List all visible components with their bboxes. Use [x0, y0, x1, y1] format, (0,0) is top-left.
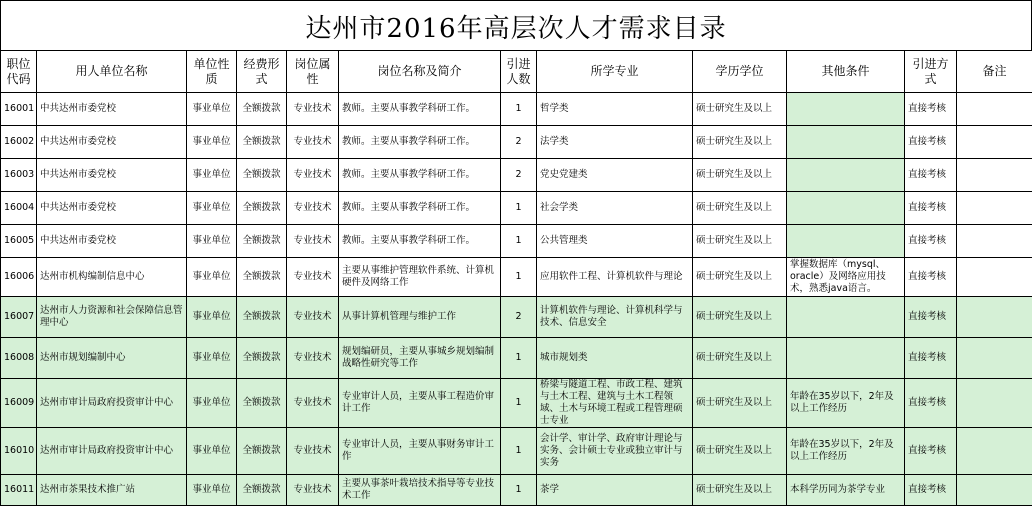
note-cell[interactable] [957, 258, 1032, 297]
degree-cell[interactable]: 硕士研究生及以上 [693, 338, 787, 379]
degree-cell[interactable]: 硕士研究生及以上 [693, 297, 787, 338]
other-cell[interactable]: 年龄在35岁以下，2年及以上工作经历 [787, 428, 905, 475]
method-cell[interactable]: 直接考核 [905, 379, 957, 428]
attr-cell[interactable]: 专业技术 [287, 428, 339, 475]
code-cell[interactable]: 16010 [1, 428, 37, 475]
table-row[interactable] [1, 379, 1032, 428]
funding-cell[interactable]: 全额拨款 [237, 93, 287, 126]
position-cell[interactable]: 从事计算机管理与维护工作 [339, 297, 501, 338]
degree-cell[interactable]: 硕士研究生及以上 [693, 258, 787, 297]
code-cell[interactable]: 16011 [1, 475, 37, 506]
attr-cell[interactable]: 专业技术 [287, 297, 339, 338]
code-cell[interactable]: 16005 [1, 225, 37, 258]
count-cell[interactable]: 2 [501, 159, 537, 192]
major-cell[interactable]: 社会学类 [537, 192, 693, 225]
talent-table [0, 50, 1032, 506]
method-cell[interactable]: 直接考核 [905, 93, 957, 126]
count-cell[interactable]: 1 [501, 475, 537, 506]
degree-cell[interactable]: 硕士研究生及以上 [693, 192, 787, 225]
table-row[interactable] [1, 428, 1032, 475]
header-cell: 用人单位名称 [37, 51, 187, 93]
position-cell[interactable]: 规划编研员，主要从事城乡规划编制战略性研究等工作 [339, 338, 501, 379]
code-cell[interactable]: 16009 [1, 379, 37, 428]
attr-cell[interactable]: 专业技术 [287, 379, 339, 428]
other-cell[interactable]: 掌握数据库（mysql、oracle）及网络应用技术，熟悉java语言。 [787, 258, 905, 297]
header-cell: 岗位名称及简介 [339, 51, 501, 93]
other-cell[interactable] [787, 126, 905, 159]
header-cell: 引进人数 [501, 51, 537, 93]
position-cell[interactable]: 教师。主要从事教学科研工作。 [339, 126, 501, 159]
count-cell[interactable]: 1 [501, 428, 537, 475]
table-row[interactable] [1, 297, 1032, 338]
header-cell: 岗位属性 [287, 51, 339, 93]
note-cell[interactable] [957, 379, 1032, 428]
nature-cell[interactable]: 事业单位 [187, 225, 237, 258]
note-cell[interactable] [957, 297, 1032, 338]
count-cell[interactable]: 1 [501, 192, 537, 225]
header-cell: 职位代码 [1, 51, 37, 93]
funding-cell[interactable]: 全额拨款 [237, 379, 287, 428]
position-cell[interactable]: 教师。主要从事教学科研工作。 [339, 159, 501, 192]
position-cell[interactable]: 教师。主要从事教学科研工作。 [339, 192, 501, 225]
unit-cell[interactable]: 中共达州市委党校 [37, 159, 187, 192]
note-cell[interactable] [957, 225, 1032, 258]
funding-cell[interactable]: 全额拨款 [237, 192, 287, 225]
attr-cell[interactable]: 专业技术 [287, 225, 339, 258]
method-cell[interactable]: 直接考核 [905, 159, 957, 192]
method-cell[interactable]: 直接考核 [905, 475, 957, 506]
nature-cell[interactable]: 事业单位 [187, 258, 237, 297]
funding-cell[interactable]: 全额拨款 [237, 475, 287, 506]
header-row [1, 51, 1032, 93]
unit-cell[interactable]: 中共达州市委党校 [37, 93, 187, 126]
funding-cell[interactable]: 全额拨款 [237, 225, 287, 258]
nature-cell[interactable]: 事业单位 [187, 159, 237, 192]
other-cell[interactable]: 年龄在35岁以下，2年及以上工作经历 [787, 379, 905, 428]
nature-cell[interactable]: 事业单位 [187, 338, 237, 379]
method-cell[interactable]: 直接考核 [905, 297, 957, 338]
unit-cell[interactable]: 中共达州市委党校 [37, 225, 187, 258]
code-cell[interactable]: 16006 [1, 258, 37, 297]
position-cell[interactable]: 教师。主要从事教学科研工作。 [339, 93, 501, 126]
note-cell[interactable] [957, 475, 1032, 506]
nature-cell[interactable]: 事业单位 [187, 126, 237, 159]
major-cell[interactable]: 茶学 [537, 475, 693, 506]
code-cell[interactable]: 16003 [1, 159, 37, 192]
header-cell: 所学专业 [537, 51, 693, 93]
other-cell[interactable] [787, 192, 905, 225]
degree-cell[interactable]: 硕士研究生及以上 [693, 93, 787, 126]
count-cell[interactable]: 1 [501, 225, 537, 258]
funding-cell[interactable]: 全额拨款 [237, 258, 287, 297]
method-cell[interactable]: 直接考核 [905, 428, 957, 475]
nature-cell[interactable]: 事业单位 [187, 297, 237, 338]
major-cell[interactable]: 法学类 [537, 126, 693, 159]
other-cell[interactable] [787, 297, 905, 338]
table-row[interactable] [1, 192, 1032, 225]
table-row[interactable] [1, 338, 1032, 379]
position-cell[interactable]: 专业审计人员，主要从事财务审计工作 [339, 428, 501, 475]
attr-cell[interactable]: 专业技术 [287, 258, 339, 297]
attr-cell[interactable]: 专业技术 [287, 192, 339, 225]
table-row[interactable] [1, 159, 1032, 192]
unit-cell[interactable]: 中共达州市委党校 [37, 192, 187, 225]
position-cell[interactable]: 主要从事茶叶栽培技术指导等专业技术工作 [339, 475, 501, 506]
table-row[interactable] [1, 126, 1032, 159]
nature-cell[interactable]: 事业单位 [187, 192, 237, 225]
method-cell[interactable]: 直接考核 [905, 258, 957, 297]
sheet-title: 达州市2016年高层次人才需求目录 [0, 0, 1032, 51]
other-cell[interactable]: 本科学历同为茶学专业 [787, 475, 905, 506]
table-row[interactable] [1, 225, 1032, 258]
unit-cell[interactable]: 达州市人力资源和社会保障信息管理中心 [37, 297, 187, 338]
note-cell[interactable] [957, 159, 1032, 192]
count-cell[interactable]: 2 [501, 297, 537, 338]
attr-cell[interactable]: 专业技术 [287, 93, 339, 126]
other-cell[interactable] [787, 225, 905, 258]
unit-cell[interactable]: 达州市审计局政府投资审计中心 [37, 428, 187, 475]
count-cell[interactable]: 1 [501, 258, 537, 297]
degree-cell[interactable]: 硕士研究生及以上 [693, 159, 787, 192]
attr-cell[interactable]: 专业技术 [287, 126, 339, 159]
note-cell[interactable] [957, 93, 1032, 126]
unit-cell[interactable]: 达州市规划编制中心 [37, 338, 187, 379]
code-cell[interactable]: 16007 [1, 297, 37, 338]
other-cell[interactable] [787, 338, 905, 379]
nature-cell[interactable]: 事业单位 [187, 428, 237, 475]
note-cell[interactable] [957, 126, 1032, 159]
degree-cell[interactable]: 硕士研究生及以上 [693, 126, 787, 159]
method-cell[interactable]: 直接考核 [905, 192, 957, 225]
position-cell[interactable]: 主要从事维护管理软件系统、计算机硬件及网络工作 [339, 258, 501, 297]
table-row[interactable] [1, 258, 1032, 297]
header-cell: 备注 [957, 51, 1032, 93]
unit-cell[interactable]: 达州市茶果技术推广站 [37, 475, 187, 506]
attr-cell[interactable]: 专业技术 [287, 338, 339, 379]
note-cell[interactable] [957, 192, 1032, 225]
funding-cell[interactable]: 全额拨款 [237, 338, 287, 379]
nature-cell[interactable]: 事业单位 [187, 379, 237, 428]
position-cell[interactable]: 教师。主要从事教学科研工作。 [339, 225, 501, 258]
major-cell[interactable]: 会计学、审计学、政府审计理论与实务、会计硕士专业或独立审计与实务 [537, 428, 693, 475]
degree-cell[interactable]: 硕士研究生及以上 [693, 428, 787, 475]
header-cell: 经费形式 [237, 51, 287, 93]
degree-cell[interactable]: 硕士研究生及以上 [693, 379, 787, 428]
method-cell[interactable]: 直接考核 [905, 126, 957, 159]
major-cell[interactable]: 公共管理类 [537, 225, 693, 258]
count-cell[interactable]: 1 [501, 379, 537, 428]
count-cell[interactable]: 2 [501, 126, 537, 159]
major-cell[interactable]: 桥梁与隧道工程、市政工程、建筑与土木工程、建筑与土木工程领域、土木与环境工程或工程管理硕士专业 [537, 379, 693, 428]
method-cell[interactable]: 直接考核 [905, 225, 957, 258]
major-cell[interactable]: 哲学类 [537, 93, 693, 126]
header-cell: 单位性质 [187, 51, 237, 93]
code-cell[interactable]: 16008 [1, 338, 37, 379]
note-cell[interactable] [957, 428, 1032, 475]
major-cell[interactable]: 城市规划类 [537, 338, 693, 379]
nature-cell[interactable]: 事业单位 [187, 475, 237, 506]
degree-cell[interactable]: 硕士研究生及以上 [693, 225, 787, 258]
attr-cell[interactable]: 专业技术 [287, 475, 339, 506]
unit-cell[interactable]: 中共达州市委党校 [37, 126, 187, 159]
funding-cell[interactable]: 全额拨款 [237, 297, 287, 338]
major-cell[interactable]: 党史党建类 [537, 159, 693, 192]
header-cell: 学历学位 [693, 51, 787, 93]
code-cell[interactable]: 16001 [1, 93, 37, 126]
code-cell[interactable]: 16004 [1, 192, 37, 225]
note-cell[interactable] [957, 338, 1032, 379]
method-cell[interactable]: 直接考核 [905, 338, 957, 379]
count-cell[interactable]: 1 [501, 93, 537, 126]
unit-cell[interactable]: 达州市机构编制信息中心 [37, 258, 187, 297]
major-cell[interactable]: 应用软件工程、计算机软件与理论 [537, 258, 693, 297]
table-row[interactable] [1, 475, 1032, 506]
position-cell[interactable]: 专业审计人员，主要从事工程造价审计工作 [339, 379, 501, 428]
funding-cell[interactable]: 全额拨款 [237, 428, 287, 475]
table-row[interactable] [1, 93, 1032, 126]
degree-cell[interactable]: 硕士研究生及以上 [693, 475, 787, 506]
other-cell[interactable] [787, 93, 905, 126]
header-cell: 其他条件 [787, 51, 905, 93]
funding-cell[interactable]: 全额拨款 [237, 126, 287, 159]
attr-cell[interactable]: 专业技术 [287, 159, 339, 192]
nature-cell[interactable]: 事业单位 [187, 93, 237, 126]
code-cell[interactable]: 16002 [1, 126, 37, 159]
funding-cell[interactable]: 全额拨款 [237, 159, 287, 192]
header-cell: 引进方式 [905, 51, 957, 93]
unit-cell[interactable]: 达州市审计局政府投资审计中心 [37, 379, 187, 428]
major-cell[interactable]: 计算机软件与理论、计算机科学与技术、信息安全 [537, 297, 693, 338]
other-cell[interactable] [787, 159, 905, 192]
count-cell[interactable]: 1 [501, 338, 537, 379]
